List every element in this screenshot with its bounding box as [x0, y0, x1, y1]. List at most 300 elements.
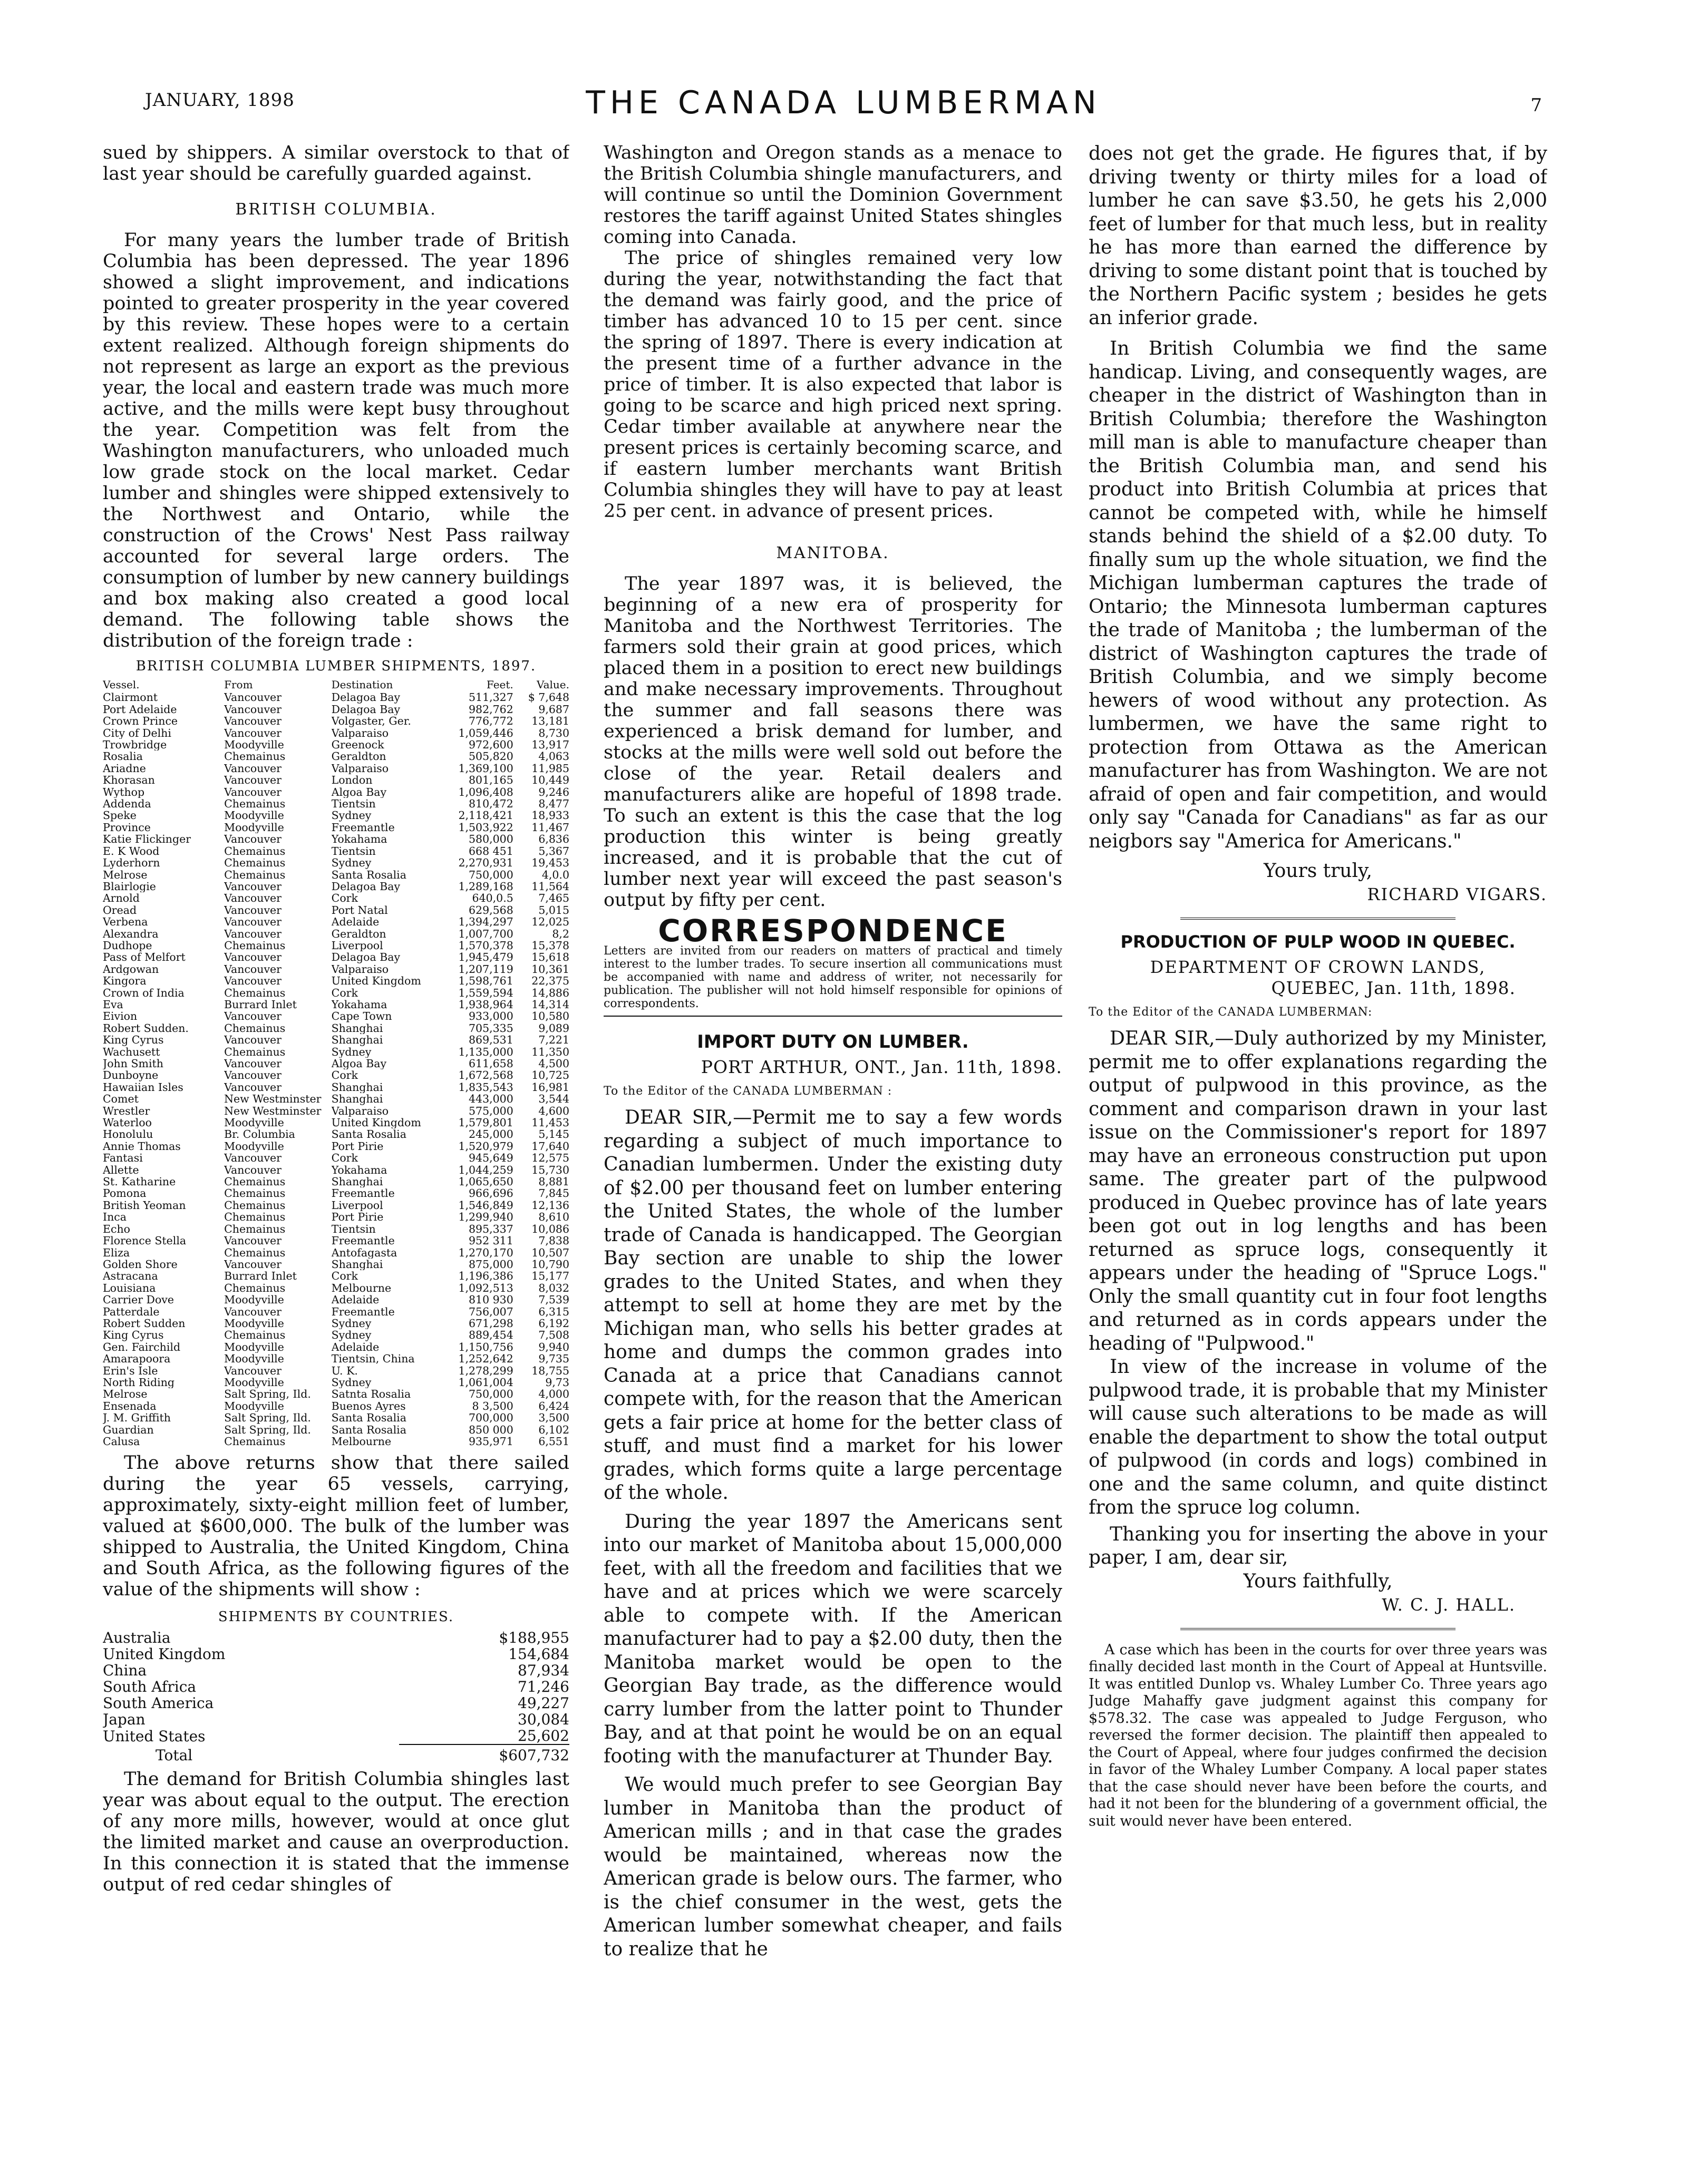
- value-cell: 8,881: [538, 1176, 569, 1188]
- from-cell: Chemainus: [224, 1282, 286, 1294]
- import-paragraph-2: During the year 1897 the Americans sent into our market of Manitoba about 15,000,000 feet, with all the freedom and facilities that we have and at prices which we were scarcely able to compete with. If the American manufacturer had to pay a $2.00 duty, then the Manitoba market would be open to the Georgian Bay trade, as the difference would carry lumber from the latter point to Thunder Bay, and at that point he would be on an equal footing with the manufacturer at Thunder Bay.: [604, 1510, 1062, 1767]
- destination-cell: Freemantle: [331, 1305, 395, 1318]
- from-cell: Vancouver: [224, 774, 282, 786]
- feet-cell: 705,335: [469, 1022, 513, 1035]
- destination-cell: Buenos Ayres: [331, 1400, 406, 1412]
- value-cell: 7,539: [538, 1294, 569, 1306]
- from-cell: Chemainus: [224, 857, 286, 869]
- shipment-row: [103, 845, 569, 857]
- vessel-cell: Wachusett: [103, 1046, 160, 1058]
- col-header-value: Value.: [536, 678, 569, 691]
- total-value: $607,732: [399, 1744, 569, 1763]
- from-cell: Chemainus: [224, 798, 286, 810]
- feet-cell: 1,007,700: [458, 928, 513, 940]
- vessel-cell: Ardgowan: [103, 963, 159, 976]
- value-cell: 8,2: [552, 928, 569, 940]
- value-cell: 11,564: [531, 880, 569, 893]
- import-editor-line: To the Editor of the CANADA LUMBERMAN :: [604, 1085, 892, 1098]
- vessel-cell: E. K Wood: [103, 845, 160, 857]
- pulp-editor-line: To the Editor of the CANADA LUMBERMAN:: [1089, 1006, 1373, 1019]
- shipment-row: [103, 727, 569, 739]
- shipment-row: [103, 1282, 569, 1294]
- destination-cell: Cork: [331, 1270, 358, 1282]
- col-header-from: From: [224, 678, 253, 691]
- destination-cell: Santa Rosalia: [331, 869, 406, 881]
- value-cell: 7,845: [538, 1187, 569, 1200]
- value-cell: 19,453: [531, 857, 569, 869]
- feet-cell: 1,945,479: [458, 951, 513, 963]
- vessel-cell: Trowbridge: [103, 739, 167, 751]
- destination-cell: Port Pirie: [331, 1140, 384, 1153]
- feet-cell: 671,298: [469, 1317, 513, 1330]
- feet-cell: 1,598,761: [458, 975, 513, 987]
- from-cell: Vancouver: [224, 1258, 282, 1271]
- destination-cell: Sydney: [331, 1329, 372, 1341]
- vessel-cell: Golden Shore: [103, 1258, 178, 1271]
- value-cell: 7,465: [538, 892, 569, 904]
- feet-cell: 443,000: [469, 1093, 513, 1105]
- vessel-cell: Hawaiian Isles: [103, 1081, 183, 1094]
- shipments-table-title: BRITISH COLUMBIA LUMBER SHIPMENTS, 1897.: [135, 658, 537, 674]
- destination-cell: Yokahama: [331, 833, 387, 845]
- destination-cell: Sydney: [331, 1046, 372, 1058]
- from-cell: Vancouver: [224, 833, 282, 845]
- feet-cell: 1,938,964: [458, 998, 513, 1011]
- shingle-price-paragraph: The price of shingles remained very low during the year, notwithstanding the fact that the demand was fairly good, and the price of timber has advanced 10 to 15 per cent. since the spring of 1897. There is every indication at the present time of a further advance in the price of timber. It is also expected that labor is going to be scarce and high priced next spring. Cedar timber available at anywhere near the present prices is certainly becoming scarce, and if eastern lumber merchants want British Columbia shingles they will have to pay at least 25 per cent. in advance of present prices.: [604, 248, 1062, 522]
- country-row: [103, 1662, 569, 1679]
- feet-cell: 1,570,378: [458, 939, 513, 952]
- destination-cell: Adelaide: [331, 1341, 380, 1353]
- value-cell: 13,181: [531, 715, 569, 727]
- vessel-cell: North Riding: [103, 1376, 175, 1389]
- shipment-row: [103, 857, 569, 869]
- from-cell: New Westminster: [224, 1093, 322, 1105]
- shipment-row: [103, 810, 569, 821]
- feet-cell: 1,289,168: [458, 880, 513, 893]
- countries-table: [103, 1630, 569, 1763]
- from-cell: Burrard Inlet: [224, 1270, 297, 1282]
- from-cell: Vancouver: [224, 715, 282, 727]
- feet-cell: 875,000: [469, 1258, 513, 1271]
- value-cell: 16,981: [531, 1081, 569, 1094]
- country-name: China: [103, 1662, 147, 1679]
- pulp-paragraph-1: DEAR SIR,—Duly authorized by my Minister, permit me to offer explanations regarding the output of pulpwood in this province, as the comment and comparison drawn in your last issue on the Commissioner's report for 1897 may have an erroneous construction put upon same. The greater part of the pulpwood produced in Quebec province has of late years been got out in log lengths and has been returned as spruce logs, consequently it appears under the heading of "Spruce Logs." Only the small quantity cut in four foot lengths and returned as in cords appears under the heading of "Pulpwood.": [1089, 1028, 1547, 1354]
- value-cell: 7,221: [538, 1034, 569, 1046]
- shipment-row: [103, 1081, 569, 1093]
- vessel-cell: St. Katharine: [103, 1176, 176, 1188]
- from-cell: Salt Spring, Ild.: [224, 1388, 311, 1400]
- shipment-row: [103, 1164, 569, 1176]
- destination-cell: Port Pirie: [331, 1211, 384, 1223]
- closing-line: Yours truly,: [1264, 860, 1372, 882]
- total-label: Total: [156, 1746, 193, 1764]
- vessel-cell: Alexandra: [103, 928, 159, 940]
- value-cell: 12,575: [531, 1152, 569, 1164]
- feet-cell: 933,000: [469, 1010, 513, 1022]
- from-cell: Chemainus: [224, 869, 286, 881]
- shipment-row: [103, 1187, 569, 1199]
- destination-cell: Shanghai: [331, 1022, 383, 1035]
- feet-cell: 2,270,931: [458, 857, 513, 869]
- destination-cell: Greenock: [331, 739, 384, 751]
- vessel-cell: Inca: [103, 1211, 127, 1223]
- shipment-row: [103, 1034, 569, 1046]
- vessel-cell: City of Delhi: [103, 727, 171, 739]
- from-cell: Moodyville: [224, 1317, 284, 1330]
- feet-cell: 966,696: [469, 1187, 513, 1200]
- value-cell: 10,725: [531, 1069, 569, 1081]
- shipment-row: [103, 1341, 569, 1353]
- destination-cell: Melbourne: [331, 1282, 392, 1294]
- value-cell: 15,730: [531, 1164, 569, 1176]
- vessel-cell: Wrestler: [103, 1105, 150, 1117]
- vessel-cell: Katie Flickinger: [103, 833, 191, 845]
- feet-cell: 629,568: [469, 904, 513, 916]
- destination-cell: Adelaide: [331, 1294, 380, 1306]
- destination-cell: Algoa Bay: [331, 1058, 387, 1070]
- feet-cell: 756,007: [469, 1305, 513, 1318]
- value-cell: 10,449: [531, 774, 569, 786]
- destination-cell: Tientsin, China: [331, 1353, 415, 1365]
- destination-cell: Satnta Rosalia: [331, 1388, 411, 1400]
- import-dateline: PORT ARTHUR, ONT., Jan. 11th, 1898.: [701, 1057, 1062, 1077]
- destination-cell: U. K.: [331, 1364, 358, 1377]
- shipment-row: [103, 1259, 569, 1270]
- country-name: South America: [103, 1695, 214, 1712]
- vessel-cell: King Cyrus: [103, 1034, 164, 1046]
- country-value: 49,227: [518, 1695, 569, 1712]
- country-value: $188,955: [499, 1630, 569, 1646]
- feet-cell: 1,061,004: [458, 1376, 513, 1389]
- vessel-cell: Dudhope: [103, 939, 152, 952]
- continued-paragraph: Washington and Oregon stands as a menace to the British Columbia shingle manufacturers, and will continue so until the Dominion Government restores the tariff against United States shingles coming into Canada.: [604, 142, 1062, 248]
- shipment-row: [103, 1353, 569, 1364]
- feet-cell: 611,658: [469, 1058, 513, 1070]
- shipments-body: [103, 691, 569, 1447]
- value-cell: 8,032: [538, 1282, 569, 1294]
- vessel-cell: Waterloo: [103, 1117, 152, 1129]
- feet-cell: 810,472: [469, 798, 513, 810]
- vessel-cell: Melrose: [103, 869, 148, 881]
- from-cell: Moodyville: [224, 739, 284, 751]
- destination-cell: Shanghai: [331, 1081, 383, 1094]
- feet-cell: 869,531: [469, 1034, 513, 1046]
- vessel-cell: Oread: [103, 904, 137, 916]
- from-cell: Moodyville: [224, 1400, 284, 1412]
- feet-cell: 511,327: [469, 691, 513, 704]
- from-cell: Chemainus: [224, 750, 286, 763]
- value-cell: 4,0.0: [541, 869, 569, 881]
- feet-cell: 1,520,979: [458, 1140, 513, 1153]
- value-cell: 9,735: [538, 1353, 569, 1365]
- from-cell: Chemainus: [224, 1329, 286, 1341]
- vessel-cell: Astracana: [103, 1270, 158, 1282]
- feet-cell: 1,270,170: [458, 1246, 513, 1259]
- from-cell: Vancouver: [224, 892, 282, 904]
- country-value: 71,246: [518, 1679, 569, 1695]
- feet-cell: 1,196,386: [458, 1270, 513, 1282]
- vessel-cell: Verbena: [103, 916, 148, 928]
- feet-cell: 889,454: [469, 1329, 513, 1341]
- feet-cell: 2,118,421: [458, 810, 513, 822]
- from-cell: Vancouver: [224, 880, 282, 893]
- from-cell: Vancouver: [224, 1069, 282, 1081]
- from-cell: Chemainus: [224, 1223, 286, 1235]
- shipment-row: [103, 1069, 569, 1081]
- value-cell: 10,507: [531, 1246, 569, 1259]
- value-cell: 3,500: [538, 1412, 569, 1424]
- shipments-header-row: [103, 679, 569, 691]
- feet-cell: 850 000: [469, 1423, 513, 1436]
- bc-handicap-paragraph: In British Columbia we find the same handicap. Living, and consequently wages, are cheaper in the district of Washington than in British Columbia; therefore the Washington mill man is able to manufacture cheaper than the British Columbia man, and send his product into British Columbia at prices that cannot be competed with, while he himself stands behind the shield of a $2.00 duty. To finally sum up the whole situation, we find the Michigan lumberman captures the trade of Ontario; the Minnesota lumberman captures the trade of Manitoba ; the lumberman of the district of Washington captures the trade of British Columbia, and we simply become hewers of wood without any protection. As lumbermen, we have the same right to protection from Ottawa as the American manufacturer has from Washington. We are not afraid of open and fair competition, and would only say "Canada for Canadians" as far as our neigbors say "America for Americans.": [1089, 338, 1547, 852]
- shipment-row: [103, 704, 569, 715]
- pulp-closing-line: Yours faithfully,: [1243, 1570, 1393, 1592]
- shipment-row: [103, 1424, 569, 1436]
- destination-cell: Sydney: [331, 857, 372, 869]
- continued-paragraph: does not get the grade. He figures that, if by driving twenty or thirty miles for a load of lumber he can save $3.50, he gets his 2,000 feet of lumber for that much less, but in reality he has more than earned the difference by driving to some distant point that is touched by the Northern Pacific system ; besides he gets an inferior grade.: [1089, 143, 1547, 329]
- shipment-row: [103, 1200, 569, 1211]
- from-cell: Vancouver: [224, 1081, 282, 1094]
- value-cell: 14,886: [531, 987, 569, 999]
- value-cell: 10,361: [531, 963, 569, 976]
- destination-cell: Melbourne: [331, 1436, 392, 1448]
- shipment-row: [103, 715, 569, 727]
- value-cell: 11,350: [531, 1046, 569, 1058]
- shipment-row: [103, 1235, 569, 1246]
- shipment-row: [103, 1046, 569, 1058]
- import-paragraph-3: We would much prefer to see Georgian Bay lumber in Manitoba than the product of American mills ; and in that case the grades would be maintained, whereas now the American grade is below ours. The farmer, who is the chief consumer in the west, gets the American lumber somewhat cheaper, and fails to realize that he: [604, 1774, 1062, 1960]
- feet-cell: 8 3,500: [472, 1400, 513, 1412]
- value-cell: 15,618: [531, 951, 569, 963]
- value-cell: 11,453: [531, 1117, 569, 1129]
- vessel-cell: Robert Sudden.: [103, 1022, 189, 1035]
- manitoba-paragraph: The year 1897 was, it is believed, the beginning of a new era of prosperity for Manitoba and the Northwest Territories. The farmers sold their grain at good prices, which placed them in a position to erect new buildings and make necessary improvements. Throughout the summer and fall seasons there was experienced a brisk demand for lumber, and stocks at the mills were well sold out before the close of the year. Retail dealers and manufacturers alike are hopeful of 1898 trade. To such an extent is this the case that the log production this winter is being greatly increased, and it is probable that the cut of lumber next year will exceed the past season's output by fifty per cent.: [604, 573, 1062, 911]
- vessel-cell: Comet: [103, 1093, 139, 1105]
- value-cell: 3,544: [538, 1093, 569, 1105]
- destination-cell: Shanghai: [331, 1093, 383, 1105]
- vessel-cell: Erin's Isle: [103, 1364, 158, 1377]
- destination-cell: Cork: [331, 892, 358, 904]
- issue-date: JANUARY, 1898: [145, 90, 295, 111]
- destination-cell: Delagoa Bay: [331, 691, 401, 704]
- destination-cell: Sydney: [331, 1317, 372, 1330]
- countries-body: [103, 1630, 569, 1744]
- signature-hall: W. C. J. HALL.: [1382, 1594, 1516, 1615]
- vessel-cell: Addenda: [103, 798, 151, 810]
- shipment-row: [103, 1176, 569, 1187]
- from-cell: New Westminster: [224, 1105, 322, 1117]
- vessel-cell: Crown Prince: [103, 715, 178, 727]
- country-row: [103, 1695, 569, 1711]
- value-cell: 6,551: [538, 1436, 569, 1448]
- shipment-row: [103, 881, 569, 892]
- country-name: United Kingdom: [103, 1646, 226, 1663]
- feet-cell: 1,135,000: [458, 1046, 513, 1058]
- from-cell: Chemainus: [224, 1199, 286, 1212]
- value-cell: 10,790: [531, 1258, 569, 1271]
- destination-cell: Shanghai: [331, 1176, 383, 1188]
- feet-cell: 1,065,650: [458, 1176, 513, 1188]
- value-cell: 8,610: [538, 1211, 569, 1223]
- shipment-row: [103, 1117, 569, 1128]
- destination-cell: Freemantle: [331, 821, 395, 834]
- feet-cell: 1,672,568: [458, 1069, 513, 1081]
- from-cell: Moodyville: [224, 1341, 284, 1353]
- signature-vigars: RICHARD VIGARS.: [1367, 884, 1547, 904]
- destination-cell: Geraldton: [331, 750, 386, 763]
- country-row: [103, 1630, 569, 1646]
- country-name: Australia: [103, 1630, 171, 1646]
- feet-cell: 952 311: [469, 1235, 513, 1247]
- shipment-row: [103, 1412, 569, 1423]
- from-cell: Chemainus: [224, 1436, 286, 1448]
- shipment-row: [103, 1247, 569, 1259]
- destination-cell: Tientsin: [331, 1223, 376, 1235]
- destination-cell: Tientsin: [331, 845, 376, 857]
- from-cell: Vancouver: [224, 963, 282, 976]
- value-cell: 15,378: [531, 939, 569, 952]
- feet-cell: 1,394,297: [458, 916, 513, 928]
- feet-cell: 245,000: [469, 1128, 513, 1140]
- from-cell: Chemainus: [224, 1022, 286, 1035]
- continued-paragraph: sued by shippers. A similar overstock to that of last year should be carefully guarded against.: [103, 142, 569, 184]
- feet-cell: 668 451: [469, 845, 513, 857]
- vessel-cell: Port Adelaide: [103, 703, 177, 716]
- value-cell: 6,192: [538, 1317, 569, 1330]
- country-value: 30,084: [518, 1711, 569, 1728]
- destination-cell: Cork: [331, 1152, 358, 1164]
- from-cell: Vancouver: [224, 928, 282, 940]
- shipment-row: [103, 1105, 569, 1117]
- feet-cell: 1,207,119: [458, 963, 513, 976]
- shipment-row: [103, 1270, 569, 1282]
- shipment-row: [103, 975, 569, 987]
- feet-cell: 810 930: [469, 1294, 513, 1306]
- col-header-destination: Destination: [331, 678, 393, 691]
- feet-cell: 1,546,849: [458, 1199, 513, 1212]
- from-cell: Vancouver: [224, 975, 282, 987]
- value-cell: 4,500: [538, 1058, 569, 1070]
- value-cell: 7,508: [538, 1329, 569, 1341]
- destination-cell: Cape Town: [331, 1010, 392, 1022]
- shipment-row: [103, 892, 569, 904]
- country-value: 25,602: [518, 1728, 569, 1745]
- country-value: 154,684: [508, 1646, 569, 1663]
- vessel-cell: Khorasan: [103, 774, 155, 786]
- country-value: 87,934: [518, 1662, 569, 1679]
- value-cell: 4,600: [538, 1105, 569, 1117]
- from-cell: Vancouver: [224, 1034, 282, 1046]
- shipment-row: [103, 1128, 569, 1140]
- value-cell: 17,640: [531, 1140, 569, 1153]
- value-cell: 9,687: [538, 703, 569, 716]
- shipment-row: [103, 1318, 569, 1329]
- destination-cell: Adelaide: [331, 916, 380, 928]
- vessel-cell: Dunboyne: [103, 1069, 159, 1081]
- from-cell: Chemainus: [224, 1211, 286, 1223]
- vessel-cell: Wythop: [103, 786, 145, 798]
- destination-cell: Yokahama: [331, 1164, 387, 1176]
- value-cell: 10,086: [531, 1223, 569, 1235]
- value-cell: 9,73: [545, 1376, 569, 1389]
- vessel-cell: J. M. Griffith: [103, 1412, 171, 1424]
- destination-cell: Antofagasta: [331, 1246, 397, 1259]
- vessel-cell: Louisiana: [103, 1282, 156, 1294]
- from-cell: Chemainus: [224, 939, 286, 952]
- pulp-wood-heading: PRODUCTION OF PULP WOOD IN QUEBEC.: [1120, 932, 1516, 952]
- value-cell: 4,000: [538, 1388, 569, 1400]
- feet-cell: 1,044,259: [458, 1164, 513, 1176]
- vessel-cell: Eva: [103, 998, 123, 1011]
- destination-cell: Delagoa Bay: [331, 880, 401, 893]
- col-header-vessel: Vessel.: [103, 678, 140, 691]
- vessel-cell: Florence Stella: [103, 1235, 187, 1247]
- feet-cell: 1,252,642: [458, 1353, 513, 1365]
- shipment-row: [103, 691, 569, 703]
- destination-cell: Valparaiso: [331, 1105, 389, 1117]
- vessel-cell: Crown of India: [103, 987, 185, 999]
- value-cell: 18,755: [531, 1364, 569, 1377]
- shipment-row: [103, 833, 569, 845]
- value-cell: 8,477: [538, 798, 569, 810]
- feet-cell: 1,835,543: [458, 1081, 513, 1094]
- from-cell: Chemainus: [224, 845, 286, 857]
- vessel-cell: Eliza: [103, 1246, 130, 1259]
- shipment-row: [103, 1010, 569, 1022]
- court-case-note: A case which has been in the courts for over three years was finally decided last month in the Court of Appeal at Huntsville. It was entitled Dunlop vs. Whaley Lumber Co. Three years ago Judge Mahaffy gave judgment against this company for $578.32. The case was appealed to Judge Ferguson, who reversed the former decision. The plaintiff then appealed to the Court of Appeal, where four judges confirmed the decision in favor of the Whaley Lumber Company. A local paper states that the case should never have been before the courts, and had it not been for the blundering of a government official, the suit would never have been entered.: [1089, 1641, 1547, 1829]
- vessel-cell: John Smith: [103, 1058, 163, 1070]
- country-row: [103, 1646, 569, 1662]
- country-name: South Africa: [103, 1679, 197, 1695]
- feet-cell: 1,278,299: [458, 1364, 513, 1377]
- value-cell: 4,063: [538, 750, 569, 763]
- country-row: [103, 1728, 569, 1744]
- shipment-row: [103, 963, 569, 975]
- from-cell: Moodyville: [224, 1353, 284, 1365]
- from-cell: Vancouver: [224, 786, 282, 798]
- destination-cell: Freemantle: [331, 1187, 395, 1200]
- from-cell: Br. Columbia: [224, 1128, 295, 1140]
- value-cell: $ 7,648: [528, 691, 569, 704]
- vessel-cell: Pomona: [103, 1187, 147, 1200]
- destination-cell: Geraldton: [331, 928, 386, 940]
- shipment-row: [103, 1329, 569, 1341]
- from-cell: Vancouver: [224, 1058, 282, 1070]
- from-cell: Vancouver: [224, 762, 282, 775]
- shipment-row: [103, 1388, 569, 1400]
- value-cell: 14,314: [531, 998, 569, 1011]
- vessel-cell: Robert Sudden: [103, 1317, 186, 1330]
- value-cell: 11,467: [531, 821, 569, 834]
- feet-cell: 1,299,940: [458, 1211, 513, 1223]
- shipments-table: [103, 679, 569, 1447]
- vessel-cell: Eivion: [103, 1010, 138, 1022]
- vessel-cell: Rosalia: [103, 750, 143, 763]
- vessel-cell: Amarapoora: [103, 1353, 171, 1365]
- value-cell: 5,015: [538, 904, 569, 916]
- from-cell: Moodyville: [224, 1117, 284, 1129]
- shipment-row: [103, 1152, 569, 1164]
- shipment-row: [103, 774, 569, 786]
- destination-cell: Yokahama: [331, 998, 387, 1011]
- returns-paragraph: The above returns show that there sailed during the year 65 vessels, carrying, approximately, sixty-eight million feet of lumber, valued at $600,000. The bulk of the lumber was shipped to Australia, the United Kingdom, China and South Africa, as the following figures of the value of the shipments will show :: [103, 1452, 569, 1601]
- from-cell: Vancouver: [224, 916, 282, 928]
- destination-cell: Santa Rosalia: [331, 1412, 406, 1424]
- pulp-paragraph-3: Thanking you for inserting the above in your paper, I am, dear sir,: [1089, 1523, 1547, 1568]
- country-name: Japan: [103, 1711, 145, 1728]
- column-middle: [604, 142, 1062, 2156]
- section-heading-british-columbia: BRITISH COLUMBIA.: [235, 200, 437, 219]
